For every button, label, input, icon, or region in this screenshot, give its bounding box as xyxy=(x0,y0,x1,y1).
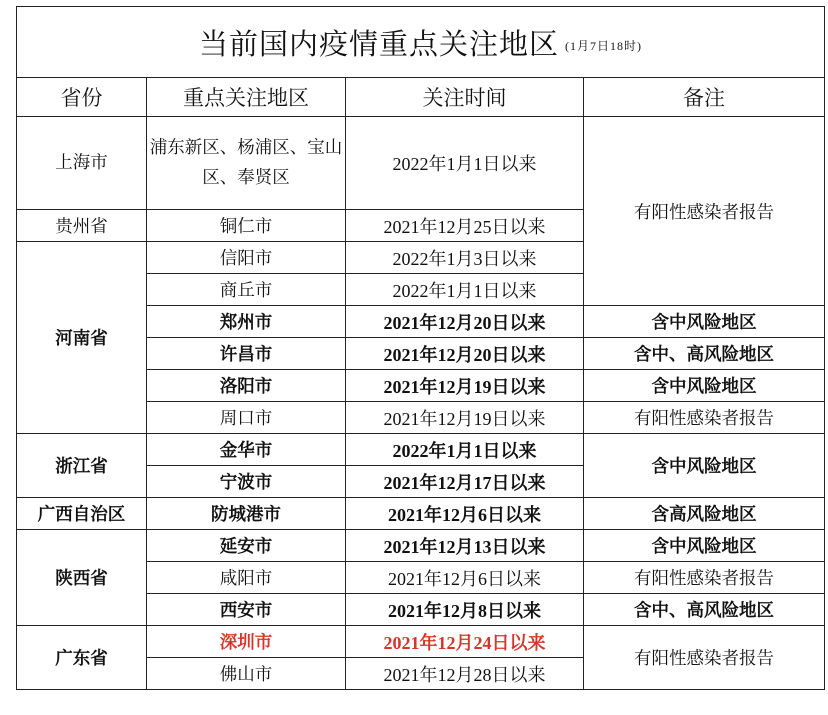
area-cell: 郑州市 xyxy=(147,306,346,338)
time-cell: 2021年12月25日以来 xyxy=(346,210,584,242)
area-cell: 浦东新区、杨浦区、宝山区、奉贤区 xyxy=(147,117,346,210)
time-cell: 2022年1月1日以来 xyxy=(346,274,584,306)
time-cell: 2021年12月19日以来 xyxy=(346,402,584,434)
note-cell: 有阳性感染者报告 xyxy=(584,626,825,690)
time-cell: 2021年12月28日以来 xyxy=(346,658,584,690)
time-cell: 2022年1月3日以来 xyxy=(346,242,584,274)
time-cell: 2021年12月19日以来 xyxy=(346,370,584,402)
area-cell: 信阳市 xyxy=(147,242,346,274)
area-cell-highlight: 深圳市 xyxy=(147,626,346,658)
province-cell: 广西自治区 xyxy=(17,498,147,530)
note-cell: 含中风险地区 xyxy=(584,530,825,562)
area-cell: 商丘市 xyxy=(147,274,346,306)
notice-table-container xyxy=(16,6,824,690)
province-cell: 浙江省 xyxy=(17,434,147,498)
note-cell: 含中、高风险地区 xyxy=(584,594,825,626)
header-time: 关注时间 xyxy=(346,78,584,117)
time-cell-highlight: 2021年12月24日以来 xyxy=(346,626,584,658)
time-cell: 2021年12月6日以来 xyxy=(346,562,584,594)
table-row xyxy=(17,117,825,210)
area-cell: 周口市 xyxy=(147,402,346,434)
time-cell: 2022年1月1日以来 xyxy=(346,434,584,466)
table-subtitle: (1月7日18时) xyxy=(565,38,643,53)
area-cell: 佛山市 xyxy=(147,658,346,690)
area-cell: 延安市 xyxy=(147,530,346,562)
note-cell: 含中风险地区 xyxy=(584,370,825,402)
time-cell: 2021年12月13日以来 xyxy=(346,530,584,562)
area-cell: 防城港市 xyxy=(147,498,346,530)
time-cell: 2021年12月6日以来 xyxy=(346,498,584,530)
time-cell: 2021年12月17日以来 xyxy=(346,466,584,498)
note-cell: 有阳性感染者报告 xyxy=(584,117,825,306)
province-cell: 广东省 xyxy=(17,626,147,690)
note-cell: 有阳性感染者报告 xyxy=(584,402,825,434)
table-row xyxy=(17,434,825,466)
header-area: 重点关注地区 xyxy=(147,78,346,117)
time-cell: 2021年12月8日以来 xyxy=(346,594,584,626)
area-cell: 咸阳市 xyxy=(147,562,346,594)
focus-areas-table xyxy=(16,6,825,690)
note-cell: 含中风险地区 xyxy=(584,434,825,498)
table-row xyxy=(17,530,825,562)
header-row xyxy=(17,78,825,117)
province-cell: 河南省 xyxy=(17,242,147,434)
province-cell: 上海市 xyxy=(17,117,147,210)
area-cell: 许昌市 xyxy=(147,338,346,370)
title-row xyxy=(17,7,825,78)
table-title-cell xyxy=(17,7,825,78)
area-cell: 宁波市 xyxy=(147,466,346,498)
province-cell: 贵州省 xyxy=(17,210,147,242)
table-row xyxy=(17,626,825,658)
table-title: 当前国内疫情重点关注地区 xyxy=(199,26,560,61)
time-cell: 2021年12月20日以来 xyxy=(346,306,584,338)
note-cell: 含中风险地区 xyxy=(584,306,825,338)
area-cell: 洛阳市 xyxy=(147,370,346,402)
note-cell: 含高风险地区 xyxy=(584,498,825,530)
header-note: 备注 xyxy=(584,78,825,117)
note-cell: 有阳性感染者报告 xyxy=(584,562,825,594)
table-row xyxy=(17,498,825,530)
note-cell: 含中、高风险地区 xyxy=(584,338,825,370)
province-cell: 陕西省 xyxy=(17,530,147,626)
area-cell: 铜仁市 xyxy=(147,210,346,242)
area-cell: 西安市 xyxy=(147,594,346,626)
time-cell: 2022年1月1日以来 xyxy=(346,117,584,210)
area-cell: 金华市 xyxy=(147,434,346,466)
header-province: 省份 xyxy=(17,78,147,117)
time-cell: 2021年12月20日以来 xyxy=(346,338,584,370)
